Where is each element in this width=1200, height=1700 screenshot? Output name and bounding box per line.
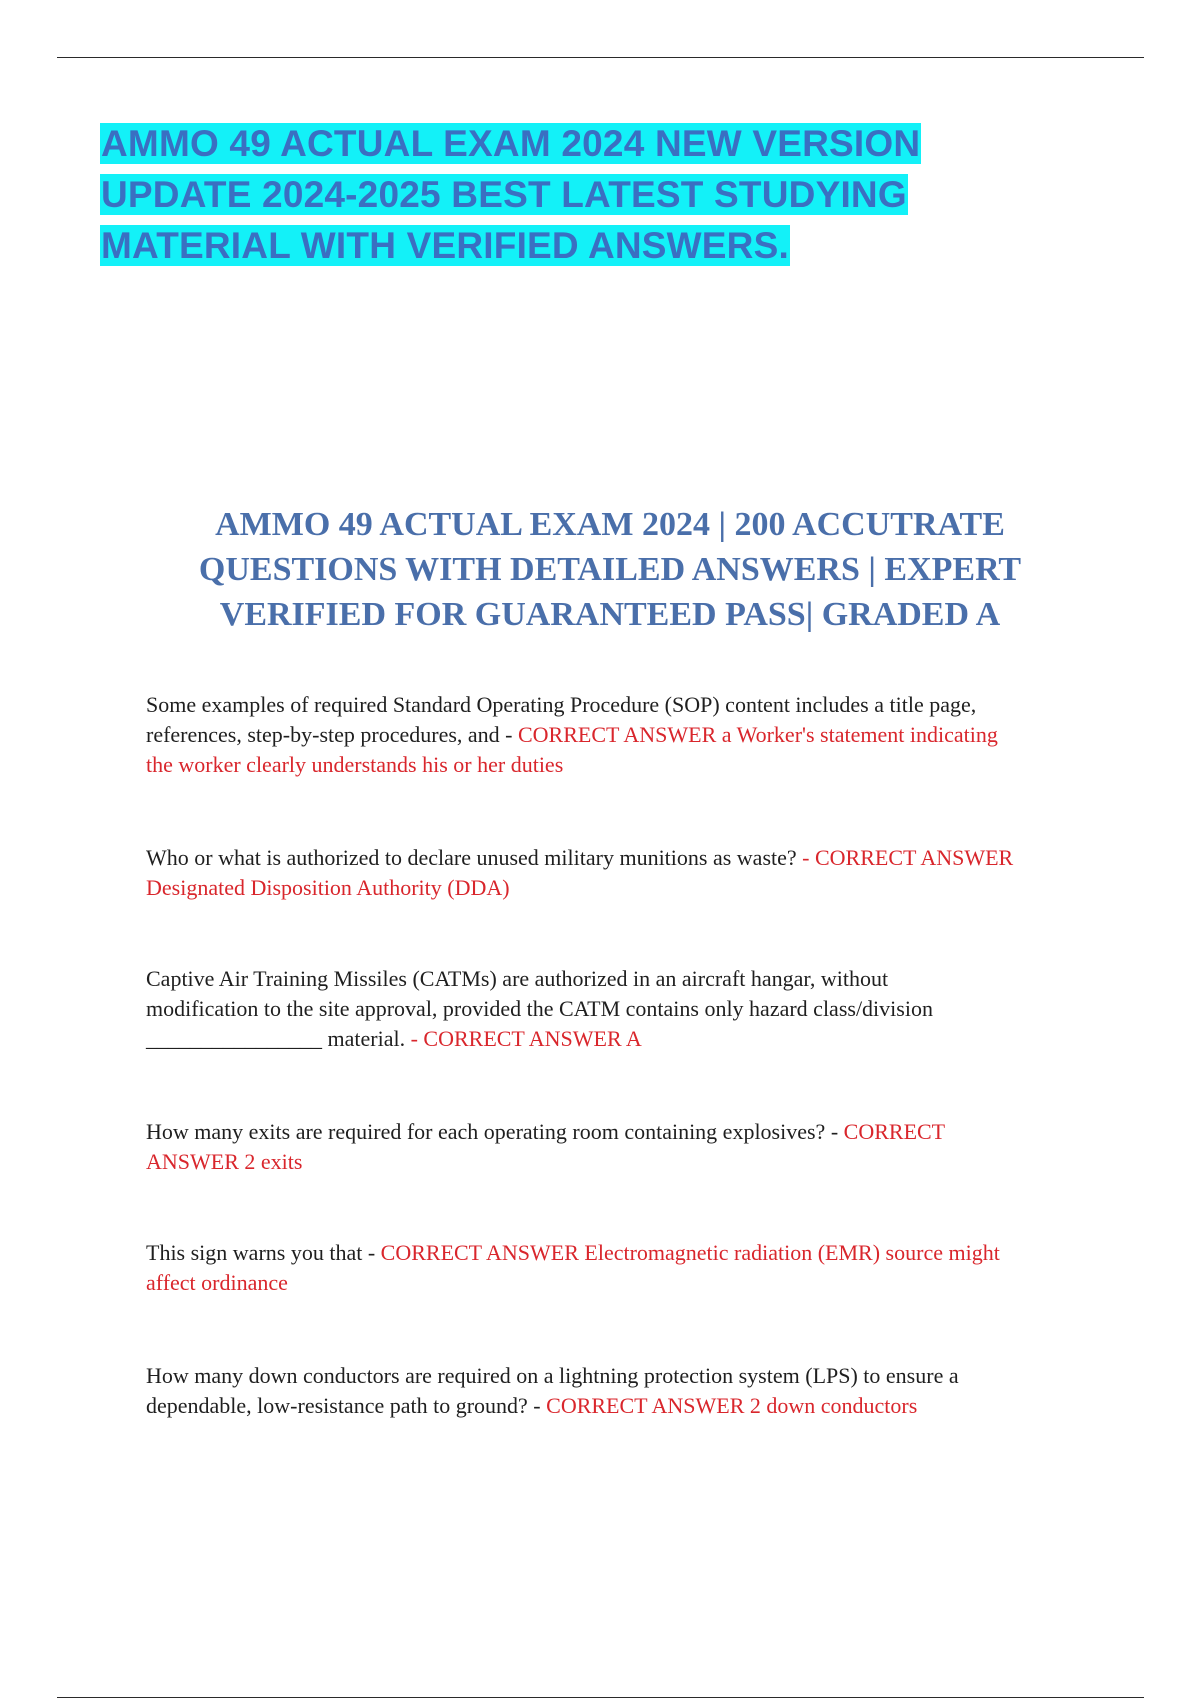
qa-item-lps <box>146 1361 1126 1421</box>
banner-line: AMMO 49 ACTUAL EXAM 2024 NEW VERSION <box>101 123 921 164</box>
answer-text: - CORRECT ANSWER A <box>410 1026 642 1051</box>
heading-line: VERIFIED FOR GUARANTEED PASS| GRADED A <box>219 596 1001 633</box>
banner-line: UPDATE 2024-2025 BEST LATEST STUDYING <box>101 174 907 215</box>
question-text: modification to the site approval, provided the CATM contains only hazard class/division <box>146 996 933 1021</box>
answer-text: the worker clearly understands his or her duties <box>146 752 564 777</box>
heading-line: AMMO 49 ACTUAL EXAM 2024 | 200 ACCUTRATE <box>215 506 1005 543</box>
bottom-rule <box>57 1697 1144 1698</box>
question-text: How many down conductors are required on a lightning protection system (LPS) to ensure a <box>146 1363 959 1388</box>
answer-text: CORRECT <box>843 1119 946 1144</box>
question-text: Captive Air Training Missiles (CATMs) are authorized in an aircraft hangar, without <box>146 966 889 991</box>
document-banner-title <box>100 118 1000 271</box>
heading-line: QUESTIONS WITH DETAILED ANSWERS | EXPERT <box>198 551 1022 588</box>
qa-item-dda <box>146 843 1126 903</box>
answer-text: CORRECT ANSWER a Worker's statement indicating <box>518 722 998 747</box>
answer-text: ANSWER 2 exits <box>146 1149 303 1174</box>
answer-text: affect ordinance <box>146 1270 288 1295</box>
answer-text: Designated Disposition Authority (DDA) <box>146 875 510 900</box>
question-text: Who or what is authorized to declare unused military munitions as waste? <box>146 845 803 870</box>
qa-item-catm <box>146 964 1126 1054</box>
exam-heading <box>140 502 1080 637</box>
question-text: Some examples of required Standard Operating Procedure (SOP) content includes a title page, <box>146 692 977 717</box>
qa-item-exits <box>146 1117 1126 1177</box>
answer-text: CORRECT ANSWER Electromagnetic radiation (EMR) source might <box>380 1240 1000 1265</box>
top-rule <box>57 57 1144 58</box>
question-text: dependable, low-resistance path to ground? - <box>146 1393 547 1418</box>
qa-item-sop <box>146 690 1126 780</box>
question-text: ________________ material. <box>146 1026 411 1051</box>
answer-text: CORRECT ANSWER 2 down conductors <box>546 1393 918 1418</box>
question-text: How many exits are required for each operating room containing explosives? - <box>146 1119 844 1144</box>
question-text: This sign warns you that - <box>146 1240 381 1265</box>
answer-text: - CORRECT ANSWER <box>802 845 1014 870</box>
question-text: references, step-by-step procedures, and - <box>146 722 518 747</box>
banner-line: MATERIAL WITH VERIFIED ANSWERS. <box>101 225 789 266</box>
qa-item-emr-sign <box>146 1238 1126 1298</box>
